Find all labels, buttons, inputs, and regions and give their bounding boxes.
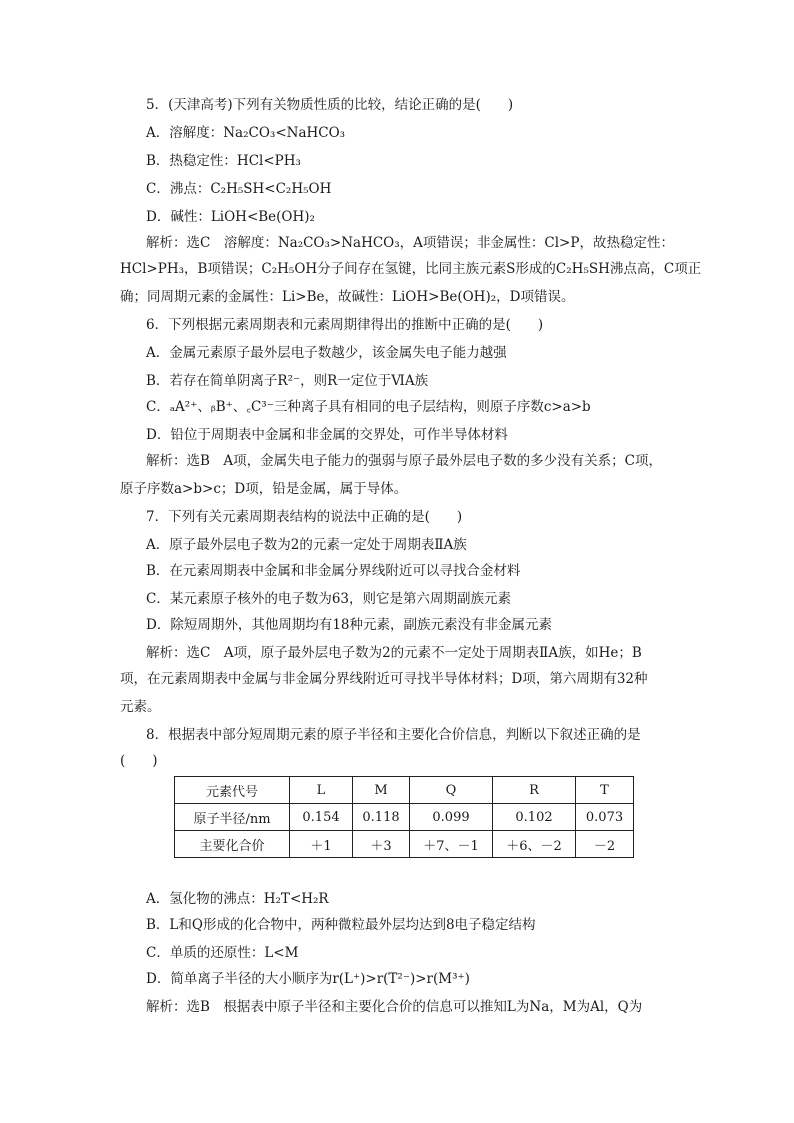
element-data-table [174, 776, 634, 858]
table-header-cell: Q [410, 777, 493, 804]
q7-option-c: C．某元素原子核外的电子数为63，则它是第六周期副族元素 [146, 591, 512, 607]
question-8-brackets: ( ) [120, 753, 158, 769]
question-8: 8．根据表中部分短周期元素的原子半径和主要化合价信息，判断以下叙述正确的是 [146, 727, 641, 743]
q6-option-b: B．若存在简单阴离子R²⁻，则R一定位于ⅥA族 [146, 373, 429, 389]
table-cell: ＋6、－2 [493, 831, 576, 858]
q7-option-a: A．原子最外层电子数为2的元素一定处于周期表ⅡA族 [146, 537, 467, 553]
table-cell: ＋7、－1 [410, 831, 493, 858]
q7-option-b: B．在元素周期表中金属和非金属分界线附近可以寻找合金材料 [146, 563, 521, 579]
table-cell: 0.099 [410, 804, 493, 831]
q5-option-a: A．溶解度：Na₂CO₃<NaHCO₃ [146, 125, 346, 141]
q6-option-d: D．铅位于周期表中金属和非金属的交界处，可作半导体材料 [146, 427, 508, 443]
table-cell: 0.073 [576, 804, 634, 831]
table-header-cell: R [493, 777, 576, 804]
q5-option-b: B．热稳定性：HCl<PH₃ [146, 153, 301, 169]
q6-answer-line-1: 解析：选B A项，金属失电子能力的强弱与原子最外层电子数的多少没有关系；C项， [146, 453, 662, 469]
q8-option-a: A．氢化物的沸点：H₂T<H₂R [146, 891, 329, 907]
q5-option-d: D．碱性：LiOH<Be(OH)₂ [146, 209, 315, 225]
q6-option-c: C．ₐA²⁺、ᵦB⁺、꜀C³⁻三种离子具有相同的电子层结构，则原子序数c>a>b [146, 399, 591, 415]
q8-answer-line-1: 解析：选B 根据表中原子半径和主要化合价的信息可以推知L为Na，M为Al，Q为 [146, 999, 643, 1015]
question-6: 6．下列根据元素周期表和元素周期律得出的推断中正确的是( ) [146, 317, 544, 333]
q5-answer-line-2: HCl>PH₃，B项错误；C₂H₅OH分子间存在氢键，比同主族元素S形成的C₂H₅SH沸点高，C项正 [120, 261, 702, 277]
q8-option-d: D．简单离子半径的大小顺序为r(L⁺)>r(T²⁻)>r(M³⁺) [146, 971, 470, 987]
table-header-cell: T [576, 777, 634, 804]
q6-option-a: A．金属元素原子最外层电子数越少，该金属失电子能力越强 [146, 345, 507, 361]
table-cell: 原子半径/nm [175, 804, 290, 831]
table-header-cell: 元素代号 [175, 777, 290, 804]
table-header-cell: L [290, 777, 353, 804]
table-cell: 主要化合价 [175, 831, 290, 858]
q8-option-c: C．单质的还原性：L<M [146, 945, 299, 961]
table-header-row [175, 777, 634, 804]
table-cell: ＋3 [353, 831, 410, 858]
q5-answer-line-1: 解析：选C 溶解度：Na₂CO₃>NaHCO₃，A项错误；非金属性：Cl>P，故热稳定性： [146, 235, 674, 251]
table-cell: －2 [576, 831, 634, 858]
q5-option-c: C．沸点：C₂H₅SH<C₂H₅OH [146, 181, 332, 197]
q5-answer-line-3: 确；同周期元素的金属性：Li>Be，故碱性：LiOH>Be(OH)₂，D项错误。 [120, 289, 575, 305]
question-7: 7．下列有关元素周期表结构的说法中正确的是( ) [146, 509, 463, 525]
q7-answer-line-2: 项，在元素周期表中金属与非金属分界线附近可寻找半导体材料；D项，第六周期有32种 [120, 671, 648, 687]
q8-option-b: B．L和Q形成的化合物中，两种微粒最外层均达到8电子稳定结构 [146, 917, 536, 933]
q7-answer-line-1: 解析：选C A项，原子最外层电子数为2的元素不一定处于周期表ⅡA族，如He；B [146, 645, 642, 661]
table-header-cell: M [353, 777, 410, 804]
table-cell: ＋1 [290, 831, 353, 858]
table-cell: 0.118 [353, 804, 410, 831]
table-cell: 0.154 [290, 804, 353, 831]
q6-answer-line-2: 原子序数a>b>c；D项，铅是金属，属于导体。 [120, 481, 408, 497]
table-cell: 0.102 [493, 804, 576, 831]
table-row [175, 831, 634, 858]
q7-answer-line-3: 元素。 [120, 699, 161, 715]
table-row [175, 804, 634, 831]
q7-option-d: D．除短周期外，其他周期均有18种元素，副族元素没有非金属元素 [146, 617, 553, 633]
question-5: 5．(天津高考)下列有关物质性质的比较，结论正确的是( ) [146, 97, 514, 113]
